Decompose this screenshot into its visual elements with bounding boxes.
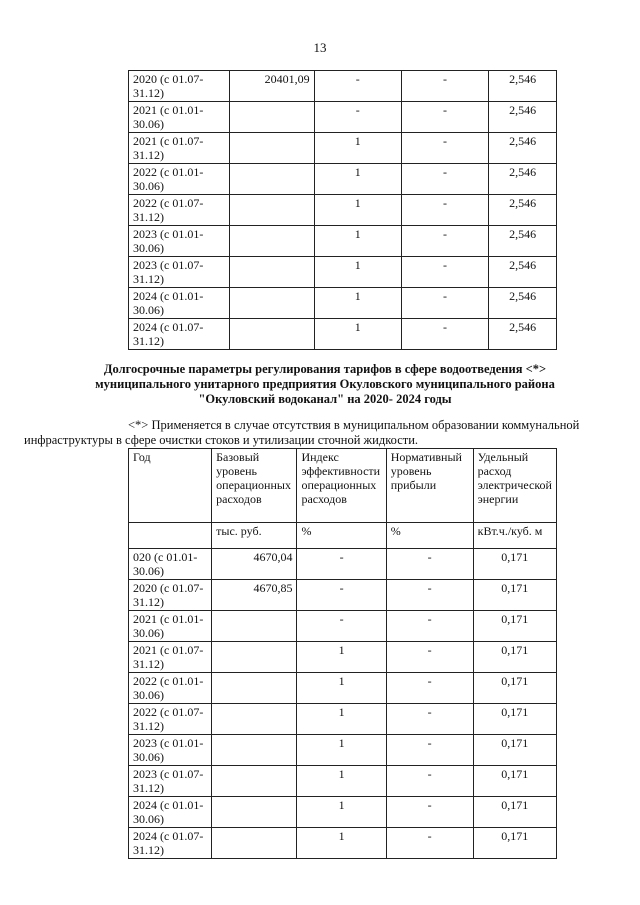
specific-cell: 2,546	[489, 257, 557, 288]
specific-cell: 2,546	[489, 319, 557, 350]
index-cell: 1	[297, 642, 386, 673]
period-cell: 2021 (с 01.07-31.12)	[129, 642, 212, 673]
profit-cell: -	[386, 611, 473, 642]
unit-index: %	[297, 523, 386, 549]
period-cell: 2020 (с 01.07-31.12)	[129, 580, 212, 611]
profit-cell: -	[401, 71, 488, 102]
specific-cell: 2,546	[489, 195, 557, 226]
table-row	[129, 673, 557, 704]
table-row	[129, 766, 557, 797]
profit-cell: -	[401, 288, 488, 319]
profit-cell: -	[401, 319, 488, 350]
period-cell: 2022 (с 01.07-31.12)	[129, 195, 230, 226]
base-cell	[212, 766, 297, 797]
specific-cell: 0,171	[473, 828, 556, 859]
table-row	[129, 288, 557, 319]
base-cell	[229, 226, 314, 257]
table-row	[129, 71, 557, 102]
table-row	[129, 642, 557, 673]
table-row	[129, 133, 557, 164]
heading-line-2: муниципального унитарного предприятия Окуловского муниципального района	[95, 377, 555, 391]
profit-cell: -	[386, 549, 473, 580]
index-cell: 1	[314, 257, 401, 288]
base-cell: 4670,85	[212, 580, 297, 611]
specific-cell: 0,171	[473, 735, 556, 766]
specific-cell: 0,171	[473, 766, 556, 797]
profit-cell: -	[386, 828, 473, 859]
heading-line-3: "Окуловский водоканал" на 2020- 2024 годы	[198, 392, 452, 406]
base-cell	[229, 133, 314, 164]
base-cell	[212, 797, 297, 828]
index-cell: -	[314, 71, 401, 102]
base-cell	[229, 319, 314, 350]
period-cell: 2022 (с 01.01-30.06)	[129, 673, 212, 704]
period-cell: 2023 (с 01.07-31.12)	[129, 257, 230, 288]
profit-cell: -	[386, 704, 473, 735]
period-cell: 2022 (с 01.07-31.12)	[129, 704, 212, 735]
table-row	[129, 319, 557, 350]
profit-cell: -	[401, 102, 488, 133]
header-specific: Удельный расход электрической энергии	[473, 449, 556, 523]
header-base: Базовый уровень операционных расходов	[212, 449, 297, 523]
profit-cell: -	[386, 735, 473, 766]
specific-cell: 2,546	[489, 288, 557, 319]
base-cell	[212, 828, 297, 859]
index-cell: -	[314, 102, 401, 133]
units-row	[129, 523, 557, 549]
table2-body	[129, 449, 557, 859]
base-cell	[229, 195, 314, 226]
specific-cell: 2,546	[489, 164, 557, 195]
page-number: 13	[313, 40, 327, 55]
specific-cell: 2,546	[489, 133, 557, 164]
profit-cell: -	[386, 766, 473, 797]
period-cell: 2021 (с 01.07-31.12)	[129, 133, 230, 164]
base-cell	[212, 642, 297, 673]
profit-cell: -	[401, 133, 488, 164]
table-row	[129, 704, 557, 735]
index-cell: 1	[297, 797, 386, 828]
table-row	[129, 164, 557, 195]
specific-cell: 0,171	[473, 611, 556, 642]
index-cell: 1	[314, 195, 401, 226]
period-cell: 2020 (с 01.07-31.12)	[129, 71, 230, 102]
index-cell: 1	[297, 766, 386, 797]
footnote-line-1: <*> Применяется в случае отсутствия в муниципальном образовании коммунальной	[128, 418, 580, 432]
base-cell: 4670,04	[212, 549, 297, 580]
footnote	[24, 418, 602, 448]
table-row	[129, 257, 557, 288]
table-row	[129, 580, 557, 611]
table-row	[129, 797, 557, 828]
index-cell: -	[297, 580, 386, 611]
period-cell: 2024 (с 01.01-30.06)	[129, 797, 212, 828]
table-row	[129, 195, 557, 226]
specific-cell: 0,171	[473, 704, 556, 735]
index-cell: -	[297, 549, 386, 580]
table-row	[129, 735, 557, 766]
index-cell: -	[297, 611, 386, 642]
table-row	[129, 828, 557, 859]
header-year: Год	[129, 449, 212, 523]
table-row	[129, 549, 557, 580]
period-cell: 2021 (с 01.01-30.06)	[129, 611, 212, 642]
profit-cell: -	[386, 797, 473, 828]
specific-cell: 2,546	[489, 71, 557, 102]
period-cell: 2024 (с 01.07-31.12)	[129, 828, 212, 859]
header-profit: Нормативный уровень прибыли	[386, 449, 473, 523]
specific-cell: 0,171	[473, 673, 556, 704]
table-row	[129, 102, 557, 133]
base-cell	[212, 704, 297, 735]
electricity-table-water-supply	[128, 70, 557, 350]
base-cell: 20401,09	[229, 71, 314, 102]
header-index: Индекс эффективности операционных расходов	[297, 449, 386, 523]
index-cell: 1	[314, 133, 401, 164]
index-cell: 1	[297, 704, 386, 735]
specific-cell: 0,171	[473, 642, 556, 673]
base-cell	[212, 611, 297, 642]
index-cell: 1	[297, 828, 386, 859]
profit-cell: -	[386, 642, 473, 673]
period-cell: 020 (с 01.01-30.06)	[129, 549, 212, 580]
specific-cell: 2,546	[489, 102, 557, 133]
period-cell: 2024 (с 01.07-31.12)	[129, 319, 230, 350]
profit-cell: -	[401, 226, 488, 257]
specific-cell: 0,171	[473, 797, 556, 828]
profit-cell: -	[401, 164, 488, 195]
period-cell: 2023 (с 01.01-30.06)	[129, 735, 212, 766]
unit-year	[129, 523, 212, 549]
sewerage-parameters-table	[128, 448, 557, 859]
index-cell: 1	[314, 226, 401, 257]
base-cell	[229, 257, 314, 288]
heading-line-1: Долгосрочные параметры регулирования тарифов в сфере водоотведения <*>	[103, 362, 547, 376]
index-cell: 1	[314, 288, 401, 319]
profit-cell: -	[401, 195, 488, 226]
profit-cell: -	[386, 673, 473, 704]
period-cell: 2022 (с 01.01-30.06)	[129, 164, 230, 195]
period-cell: 2024 (с 01.01-30.06)	[129, 288, 230, 319]
period-cell: 2023 (с 01.01-30.06)	[129, 226, 230, 257]
table-row	[129, 611, 557, 642]
table-row	[129, 226, 557, 257]
specific-cell: 2,546	[489, 226, 557, 257]
period-cell: 2023 (с 01.07-31.12)	[129, 766, 212, 797]
base-cell	[229, 102, 314, 133]
base-cell	[229, 288, 314, 319]
period-cell: 2021 (с 01.01-30.06)	[129, 102, 230, 133]
base-cell	[212, 735, 297, 766]
unit-specific: кВт.ч./куб. м	[473, 523, 556, 549]
section-heading	[90, 362, 560, 407]
index-cell: 1	[297, 673, 386, 704]
table1-body	[129, 71, 557, 350]
specific-cell: 0,171	[473, 580, 556, 611]
specific-cell: 0,171	[473, 549, 556, 580]
unit-profit: %	[386, 523, 473, 549]
footnote-line-2: инфраструктуры в сфере очистки стоков и утилизации сточной жидкости.	[24, 433, 419, 447]
base-cell	[229, 164, 314, 195]
unit-base: тыс. руб.	[212, 523, 297, 549]
profit-cell: -	[386, 580, 473, 611]
index-cell: 1	[297, 735, 386, 766]
index-cell: 1	[314, 164, 401, 195]
index-cell: 1	[314, 319, 401, 350]
base-cell	[212, 673, 297, 704]
profit-cell: -	[401, 257, 488, 288]
header-row	[129, 449, 557, 523]
